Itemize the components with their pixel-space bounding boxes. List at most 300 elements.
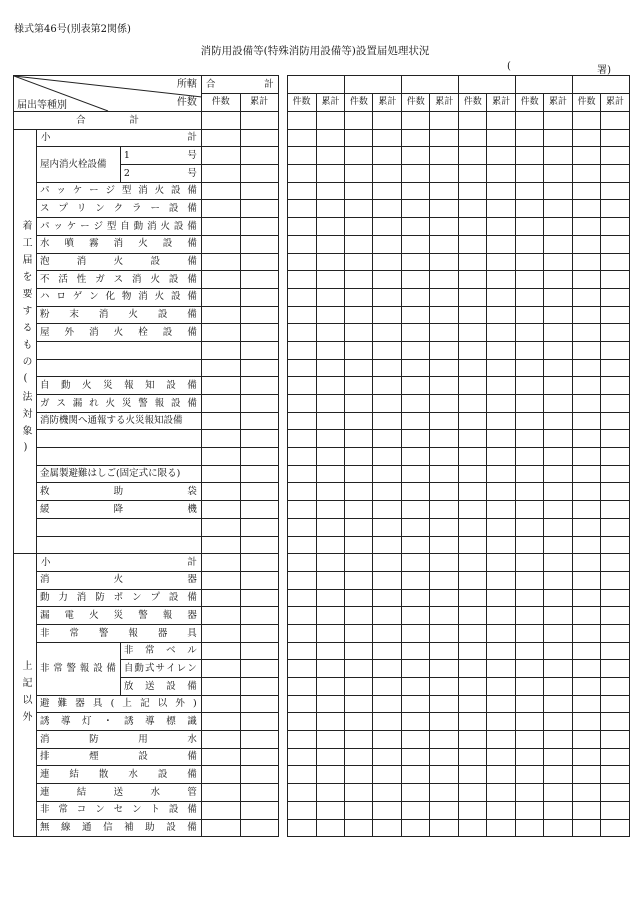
count-cell[interactable]	[240, 306, 278, 324]
count-cell[interactable]	[573, 253, 601, 271]
count-cell[interactable]	[573, 554, 601, 572]
count-cell[interactable]	[516, 253, 544, 271]
count-cell[interactable]	[201, 660, 240, 678]
count-cell[interactable]	[316, 642, 345, 660]
count-cell[interactable]	[402, 748, 430, 766]
count-cell[interactable]	[544, 766, 573, 784]
count-cell[interactable]	[573, 412, 601, 430]
count-cell[interactable]	[573, 165, 601, 183]
count-cell[interactable]	[402, 784, 430, 802]
count-cell[interactable]	[516, 147, 544, 165]
count-cell[interactable]	[430, 731, 459, 749]
count-cell[interactable]	[487, 395, 516, 413]
count-cell[interactable]	[544, 147, 573, 165]
count-cell[interactable]	[345, 483, 373, 501]
count-cell[interactable]	[345, 112, 373, 130]
count-cell[interactable]	[201, 465, 240, 483]
count-cell[interactable]	[240, 784, 278, 802]
count-cell[interactable]	[287, 589, 316, 607]
count-cell[interactable]	[600, 642, 629, 660]
count-cell[interactable]	[573, 784, 601, 802]
count-cell[interactable]	[600, 766, 629, 784]
count-cell[interactable]	[345, 695, 373, 713]
office-header-cell[interactable]	[345, 76, 402, 94]
count-cell[interactable]	[600, 589, 629, 607]
count-cell[interactable]	[287, 819, 316, 837]
count-cell[interactable]	[373, 624, 402, 642]
count-cell[interactable]	[345, 271, 373, 289]
count-cell[interactable]	[600, 536, 629, 554]
count-cell[interactable]	[240, 589, 278, 607]
count-cell[interactable]	[459, 182, 487, 200]
count-cell[interactable]	[573, 819, 601, 837]
count-cell[interactable]	[487, 112, 516, 130]
count-cell[interactable]	[459, 518, 487, 536]
count-cell[interactable]	[459, 766, 487, 784]
count-cell[interactable]	[287, 660, 316, 678]
count-cell[interactable]	[287, 766, 316, 784]
count-cell[interactable]	[402, 642, 430, 660]
count-cell[interactable]	[373, 395, 402, 413]
count-cell[interactable]	[373, 678, 402, 696]
count-cell[interactable]	[287, 430, 316, 448]
count-cell[interactable]	[516, 518, 544, 536]
count-cell[interactable]	[487, 731, 516, 749]
count-cell[interactable]	[430, 660, 459, 678]
count-cell[interactable]	[345, 766, 373, 784]
count-cell[interactable]	[402, 129, 430, 147]
count-cell[interactable]	[201, 395, 240, 413]
count-cell[interactable]	[373, 129, 402, 147]
count-cell[interactable]	[402, 819, 430, 837]
count-cell[interactable]	[544, 182, 573, 200]
count-cell[interactable]	[544, 359, 573, 377]
count-cell[interactable]	[459, 324, 487, 342]
count-cell[interactable]	[240, 607, 278, 625]
count-cell[interactable]	[516, 341, 544, 359]
count-cell[interactable]	[345, 253, 373, 271]
count-cell[interactable]	[316, 448, 345, 466]
count-cell[interactable]	[573, 731, 601, 749]
count-cell[interactable]	[287, 448, 316, 466]
count-cell[interactable]	[287, 288, 316, 306]
count-cell[interactable]	[240, 483, 278, 501]
count-cell[interactable]	[373, 713, 402, 731]
count-cell[interactable]	[287, 182, 316, 200]
count-cell[interactable]	[240, 147, 278, 165]
count-cell[interactable]	[516, 501, 544, 519]
count-cell[interactable]	[201, 412, 240, 430]
count-cell[interactable]	[600, 784, 629, 802]
count-cell[interactable]	[544, 589, 573, 607]
count-cell[interactable]	[240, 624, 278, 642]
count-cell[interactable]	[600, 395, 629, 413]
count-cell[interactable]	[373, 465, 402, 483]
count-cell[interactable]	[240, 218, 278, 236]
count-cell[interactable]	[430, 395, 459, 413]
count-cell[interactable]	[345, 412, 373, 430]
count-cell[interactable]	[544, 660, 573, 678]
count-cell[interactable]	[459, 678, 487, 696]
count-cell[interactable]	[240, 112, 278, 130]
count-cell[interactable]	[316, 165, 345, 183]
count-cell[interactable]	[240, 731, 278, 749]
count-cell[interactable]	[373, 218, 402, 236]
count-cell[interactable]	[516, 359, 544, 377]
count-cell[interactable]	[345, 341, 373, 359]
count-cell[interactable]	[240, 129, 278, 147]
count-cell[interactable]	[240, 518, 278, 536]
count-cell[interactable]	[373, 660, 402, 678]
count-cell[interactable]	[402, 731, 430, 749]
count-cell[interactable]	[316, 678, 345, 696]
count-cell[interactable]	[459, 359, 487, 377]
count-cell[interactable]	[544, 271, 573, 289]
count-cell[interactable]	[240, 271, 278, 289]
count-cell[interactable]	[459, 536, 487, 554]
count-cell[interactable]	[573, 748, 601, 766]
count-cell[interactable]	[544, 731, 573, 749]
count-cell[interactable]	[544, 819, 573, 837]
count-cell[interactable]	[430, 324, 459, 342]
count-cell[interactable]	[430, 235, 459, 253]
count-cell[interactable]	[600, 678, 629, 696]
count-cell[interactable]	[516, 129, 544, 147]
count-cell[interactable]	[573, 129, 601, 147]
count-cell[interactable]	[345, 784, 373, 802]
count-cell[interactable]	[373, 501, 402, 519]
count-cell[interactable]	[459, 801, 487, 819]
count-cell[interactable]	[345, 395, 373, 413]
count-cell[interactable]	[544, 129, 573, 147]
count-cell[interactable]	[516, 819, 544, 837]
count-cell[interactable]	[430, 359, 459, 377]
count-cell[interactable]	[345, 465, 373, 483]
count-cell[interactable]	[573, 448, 601, 466]
count-cell[interactable]	[373, 253, 402, 271]
count-cell[interactable]	[201, 147, 240, 165]
count-cell[interactable]	[430, 430, 459, 448]
count-cell[interactable]	[287, 235, 316, 253]
count-cell[interactable]	[544, 200, 573, 218]
count-cell[interactable]	[430, 571, 459, 589]
count-cell[interactable]	[573, 501, 601, 519]
count-cell[interactable]	[345, 589, 373, 607]
count-cell[interactable]	[316, 359, 345, 377]
count-cell[interactable]	[573, 660, 601, 678]
count-cell[interactable]	[459, 129, 487, 147]
count-cell[interactable]	[316, 218, 345, 236]
count-cell[interactable]	[201, 518, 240, 536]
count-cell[interactable]	[316, 430, 345, 448]
count-cell[interactable]	[487, 589, 516, 607]
count-cell[interactable]	[287, 642, 316, 660]
count-cell[interactable]	[459, 819, 487, 837]
count-cell[interactable]	[459, 660, 487, 678]
count-cell[interactable]	[600, 341, 629, 359]
count-cell[interactable]	[487, 412, 516, 430]
count-cell[interactable]	[487, 430, 516, 448]
count-cell[interactable]	[600, 165, 629, 183]
count-cell[interactable]	[287, 377, 316, 395]
count-cell[interactable]	[201, 678, 240, 696]
count-cell[interactable]	[287, 359, 316, 377]
count-cell[interactable]	[516, 784, 544, 802]
count-cell[interactable]	[573, 112, 601, 130]
count-cell[interactable]	[544, 288, 573, 306]
count-cell[interactable]	[487, 571, 516, 589]
count-cell[interactable]	[287, 306, 316, 324]
count-cell[interactable]	[600, 112, 629, 130]
count-cell[interactable]	[316, 412, 345, 430]
count-cell[interactable]	[316, 731, 345, 749]
count-cell[interactable]	[373, 271, 402, 289]
count-cell[interactable]	[345, 748, 373, 766]
count-cell[interactable]	[201, 377, 240, 395]
count-cell[interactable]	[316, 713, 345, 731]
count-cell[interactable]	[430, 377, 459, 395]
count-cell[interactable]	[573, 607, 601, 625]
count-cell[interactable]	[345, 235, 373, 253]
count-cell[interactable]	[600, 660, 629, 678]
count-cell[interactable]	[459, 784, 487, 802]
count-cell[interactable]	[240, 412, 278, 430]
count-cell[interactable]	[544, 784, 573, 802]
count-cell[interactable]	[573, 200, 601, 218]
count-cell[interactable]	[402, 448, 430, 466]
count-cell[interactable]	[487, 624, 516, 642]
count-cell[interactable]	[345, 377, 373, 395]
count-cell[interactable]	[459, 465, 487, 483]
count-cell[interactable]	[430, 182, 459, 200]
count-cell[interactable]	[316, 271, 345, 289]
count-cell[interactable]	[287, 253, 316, 271]
count-cell[interactable]	[573, 306, 601, 324]
count-cell[interactable]	[316, 748, 345, 766]
count-cell[interactable]	[345, 147, 373, 165]
count-cell[interactable]	[287, 341, 316, 359]
count-cell[interactable]	[459, 607, 487, 625]
count-cell[interactable]	[373, 430, 402, 448]
count-cell[interactable]	[402, 695, 430, 713]
count-cell[interactable]	[240, 430, 278, 448]
count-cell[interactable]	[516, 607, 544, 625]
count-cell[interactable]	[516, 624, 544, 642]
count-cell[interactable]	[373, 341, 402, 359]
count-cell[interactable]	[573, 465, 601, 483]
count-cell[interactable]	[402, 624, 430, 642]
count-cell[interactable]	[459, 448, 487, 466]
count-cell[interactable]	[240, 801, 278, 819]
count-cell[interactable]	[544, 324, 573, 342]
count-cell[interactable]	[287, 165, 316, 183]
count-cell[interactable]	[459, 501, 487, 519]
count-cell[interactable]	[600, 200, 629, 218]
count-cell[interactable]	[430, 341, 459, 359]
count-cell[interactable]	[430, 589, 459, 607]
count-cell[interactable]	[316, 306, 345, 324]
count-cell[interactable]	[287, 678, 316, 696]
count-cell[interactable]	[600, 412, 629, 430]
count-cell[interactable]	[201, 536, 240, 554]
count-cell[interactable]	[600, 554, 629, 572]
count-cell[interactable]	[402, 430, 430, 448]
count-cell[interactable]	[516, 200, 544, 218]
count-cell[interactable]	[373, 819, 402, 837]
count-cell[interactable]	[373, 554, 402, 572]
count-cell[interactable]	[430, 536, 459, 554]
count-cell[interactable]	[201, 200, 240, 218]
count-cell[interactable]	[544, 253, 573, 271]
count-cell[interactable]	[240, 660, 278, 678]
count-cell[interactable]	[516, 678, 544, 696]
count-cell[interactable]	[316, 571, 345, 589]
count-cell[interactable]	[201, 607, 240, 625]
count-cell[interactable]	[201, 288, 240, 306]
count-cell[interactable]	[240, 288, 278, 306]
count-cell[interactable]	[201, 253, 240, 271]
count-cell[interactable]	[402, 147, 430, 165]
count-cell[interactable]	[287, 571, 316, 589]
count-cell[interactable]	[345, 554, 373, 572]
count-cell[interactable]	[345, 607, 373, 625]
count-cell[interactable]	[402, 341, 430, 359]
count-cell[interactable]	[600, 465, 629, 483]
count-cell[interactable]	[487, 518, 516, 536]
count-cell[interactable]	[201, 430, 240, 448]
count-cell[interactable]	[487, 536, 516, 554]
count-cell[interactable]	[544, 624, 573, 642]
count-cell[interactable]	[600, 695, 629, 713]
count-cell[interactable]	[240, 571, 278, 589]
count-cell[interactable]	[573, 271, 601, 289]
count-cell[interactable]	[240, 465, 278, 483]
count-cell[interactable]	[345, 306, 373, 324]
count-cell[interactable]	[345, 182, 373, 200]
count-cell[interactable]	[201, 182, 240, 200]
count-cell[interactable]	[402, 607, 430, 625]
count-cell[interactable]	[240, 395, 278, 413]
count-cell[interactable]	[373, 731, 402, 749]
count-cell[interactable]	[600, 129, 629, 147]
count-cell[interactable]	[240, 165, 278, 183]
count-cell[interactable]	[516, 324, 544, 342]
count-cell[interactable]	[287, 129, 316, 147]
count-cell[interactable]	[487, 748, 516, 766]
count-cell[interactable]	[240, 377, 278, 395]
count-cell[interactable]	[201, 571, 240, 589]
count-cell[interactable]	[373, 589, 402, 607]
count-cell[interactable]	[459, 253, 487, 271]
count-cell[interactable]	[459, 165, 487, 183]
count-cell[interactable]	[287, 200, 316, 218]
count-cell[interactable]	[345, 129, 373, 147]
count-cell[interactable]	[430, 766, 459, 784]
count-cell[interactable]	[240, 678, 278, 696]
count-cell[interactable]	[345, 642, 373, 660]
count-cell[interactable]	[316, 182, 345, 200]
count-cell[interactable]	[240, 200, 278, 218]
count-cell[interactable]	[201, 448, 240, 466]
count-cell[interactable]	[402, 112, 430, 130]
count-cell[interactable]	[345, 678, 373, 696]
count-cell[interactable]	[600, 518, 629, 536]
count-cell[interactable]	[459, 288, 487, 306]
count-cell[interactable]	[402, 395, 430, 413]
count-cell[interactable]	[430, 624, 459, 642]
count-cell[interactable]	[316, 536, 345, 554]
count-cell[interactable]	[544, 536, 573, 554]
count-cell[interactable]	[487, 359, 516, 377]
count-cell[interactable]	[345, 713, 373, 731]
count-cell[interactable]	[487, 483, 516, 501]
count-cell[interactable]	[487, 182, 516, 200]
count-cell[interactable]	[240, 536, 278, 554]
count-cell[interactable]	[240, 554, 278, 572]
count-cell[interactable]	[544, 430, 573, 448]
count-cell[interactable]	[573, 430, 601, 448]
count-cell[interactable]	[345, 536, 373, 554]
count-cell[interactable]	[201, 165, 240, 183]
count-cell[interactable]	[516, 448, 544, 466]
count-cell[interactable]	[516, 182, 544, 200]
count-cell[interactable]	[345, 288, 373, 306]
count-cell[interactable]	[544, 165, 573, 183]
count-cell[interactable]	[459, 147, 487, 165]
count-cell[interactable]	[573, 377, 601, 395]
count-cell[interactable]	[316, 554, 345, 572]
count-cell[interactable]	[345, 660, 373, 678]
count-cell[interactable]	[516, 377, 544, 395]
count-cell[interactable]	[287, 147, 316, 165]
count-cell[interactable]	[201, 324, 240, 342]
count-cell[interactable]	[373, 165, 402, 183]
count-cell[interactable]	[345, 819, 373, 837]
count-cell[interactable]	[201, 306, 240, 324]
count-cell[interactable]	[316, 200, 345, 218]
count-cell[interactable]	[430, 607, 459, 625]
count-cell[interactable]	[573, 182, 601, 200]
count-cell[interactable]	[201, 731, 240, 749]
count-cell[interactable]	[430, 200, 459, 218]
count-cell[interactable]	[345, 518, 373, 536]
count-cell[interactable]	[373, 359, 402, 377]
count-cell[interactable]	[459, 235, 487, 253]
count-cell[interactable]	[316, 624, 345, 642]
count-cell[interactable]	[316, 801, 345, 819]
count-cell[interactable]	[430, 801, 459, 819]
count-cell[interactable]	[240, 642, 278, 660]
count-cell[interactable]	[573, 235, 601, 253]
count-cell[interactable]	[316, 660, 345, 678]
count-cell[interactable]	[402, 554, 430, 572]
count-cell[interactable]	[459, 624, 487, 642]
count-cell[interactable]	[600, 288, 629, 306]
count-cell[interactable]	[430, 465, 459, 483]
count-cell[interactable]	[573, 341, 601, 359]
count-cell[interactable]	[316, 395, 345, 413]
count-cell[interactable]	[487, 253, 516, 271]
count-cell[interactable]	[430, 112, 459, 130]
count-cell[interactable]	[402, 165, 430, 183]
count-cell[interactable]	[430, 271, 459, 289]
count-cell[interactable]	[373, 147, 402, 165]
count-cell[interactable]	[345, 324, 373, 342]
count-cell[interactable]	[402, 306, 430, 324]
count-cell[interactable]	[345, 801, 373, 819]
count-cell[interactable]	[345, 624, 373, 642]
count-cell[interactable]	[544, 218, 573, 236]
